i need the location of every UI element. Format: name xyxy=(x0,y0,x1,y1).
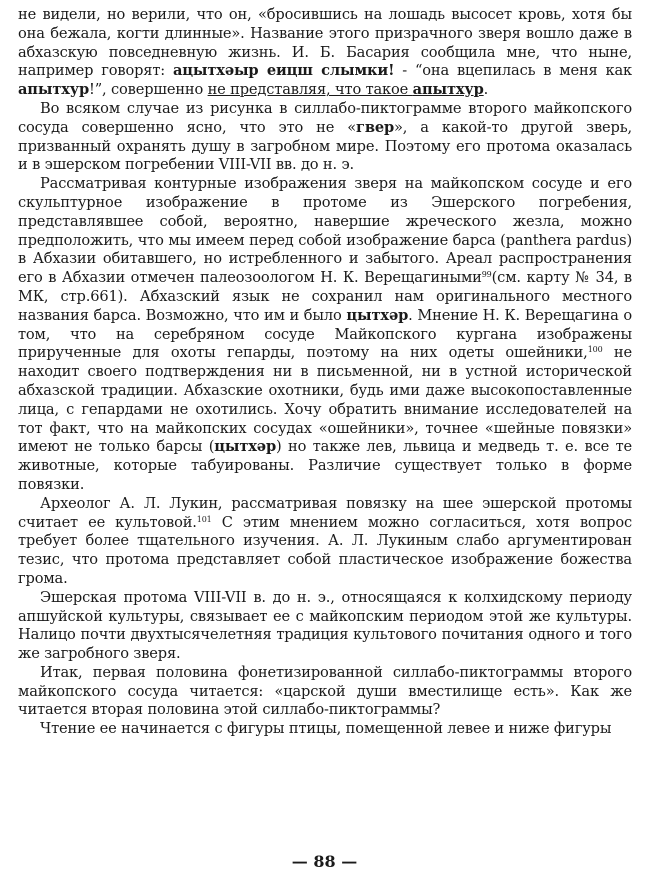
underlined-text: не представляя, что такое xyxy=(207,81,413,99)
footnote-ref: 100 xyxy=(587,345,603,355)
text-run: С этим мнением можно согласиться, хотя вопрос требует более тщательного изучения. А. Л. Лукиным слабо аргументирован тезис, что протома представляет собой пластическое изображение божества грома. xyxy=(18,513,632,587)
paragraph-6 xyxy=(18,664,632,720)
text-run: Археолог А. Л. Лукин, рассматривая повязку на шее эшерской протомы считает ее культовой. xyxy=(18,494,632,531)
footnote-ref: 99 xyxy=(481,270,492,280)
text-run: Чтение ее начинается с фигуры птицы, помещенной левее и ниже фигуры xyxy=(40,720,612,738)
paragraph-1 xyxy=(18,6,632,100)
text-run: ) но также лев, львица и медведь т. е. все те животные, которые табуированы. Различие существует только в форме повязки. xyxy=(18,438,632,493)
text-run: !”, совершенно xyxy=(89,81,208,99)
paragraph-2 xyxy=(18,100,632,175)
paragraph-5 xyxy=(18,589,632,664)
text-run: », а какой-то другой зверь, призванный охранять душу в загробном мире. Поэтому его протома оказалась и в эшерском погребении VIII-VII вв. до н. э. xyxy=(18,118,632,174)
abkhaz-word: апытхур xyxy=(18,81,90,99)
paragraph-4 xyxy=(18,495,632,589)
abkhaz-word: цытхәр xyxy=(346,306,409,324)
page-number: — 88 — xyxy=(291,852,358,871)
underlined-abkhaz-word: апытхур xyxy=(412,81,484,99)
text-run: не видели, но верили, что он, «бросившись на лошадь высосет кровь, хотя бы она бежала, когти длинные». Название этого призрачного зверя вошло даже в абхазскую повседневную жизнь. И. Б. Басария сообщила мне, что ныне, например говорят: xyxy=(18,6,632,80)
text-run: (см. карту № 34, в МК, стр.661). Абхазский язык не сохранил нам оригинального местного названия барса. Возможно, что им и было xyxy=(18,269,632,324)
text-run: Рассматривая контурные изображения зверя на майкопском сосуде и его скульптурное изображение в протоме из Эшерского погребения, представлявшее собой, вероятно, навершие жреческого жезла, можно предположить, что мы имеем перед собой изображение барса (panthera pardus) в Абхазии обитавшего, но истребленного и забытого. Ареал распространения его в Абхазии отмечен палеозоологом Н. К. Верещагиными xyxy=(18,175,632,287)
abkhaz-word: гвер xyxy=(356,118,395,136)
footnote-ref: 101 xyxy=(196,514,212,524)
text-run: Эшерская протома VIII-VII в. до н. э., относящаяся к колхидскому периоду апшуйской культуры, связывает ее с майкопским периодом этой же культуры. Налицо почти двухтысячелетняя традиция культового почитания одного и того же загробного зверя. xyxy=(18,588,632,663)
page-body xyxy=(18,6,632,739)
text-run: - “она вцепилась в меня как xyxy=(394,62,632,80)
abkhaz-word: цытхәр xyxy=(214,438,276,456)
text-run: не находит своего подтверждения ни в письменной, ни в устной исторической абхазской традиции. Абхазские охотники, будь ими даже высокопоставленные лица, с гепардами не охотились. Хочу обратить внимание исследователей на тот факт, что на майкопских сосудах «ошейники», точнее «шейные повязки» имеют не только барсы ( xyxy=(18,344,632,456)
text-run: Во всяком случае из рисунка в силлабо-пиктограмме второго майкопского сосуда совершенно ясно, что это не « xyxy=(18,99,632,136)
paragraph-7 xyxy=(18,720,632,739)
text-run: . xyxy=(483,81,489,99)
text-run: . Мнение Н. К. Верещагина о том, что на серебряном сосуде Майкопского кургана изображены прирученные для охоты гепарды, поэтому на них одеты ошейники, xyxy=(18,306,632,362)
abkhaz-phrase: ацытхәыр еицш слымки! xyxy=(172,62,395,80)
paragraph-3 xyxy=(18,175,632,495)
text-run: Итак, первая половина фонетизированной силлабо-пиктограммы второго майкопского сосуда читается: «царской души вместилище есть». Как же читается вторая половина этой силлабо-пиктограммы? xyxy=(18,663,632,719)
